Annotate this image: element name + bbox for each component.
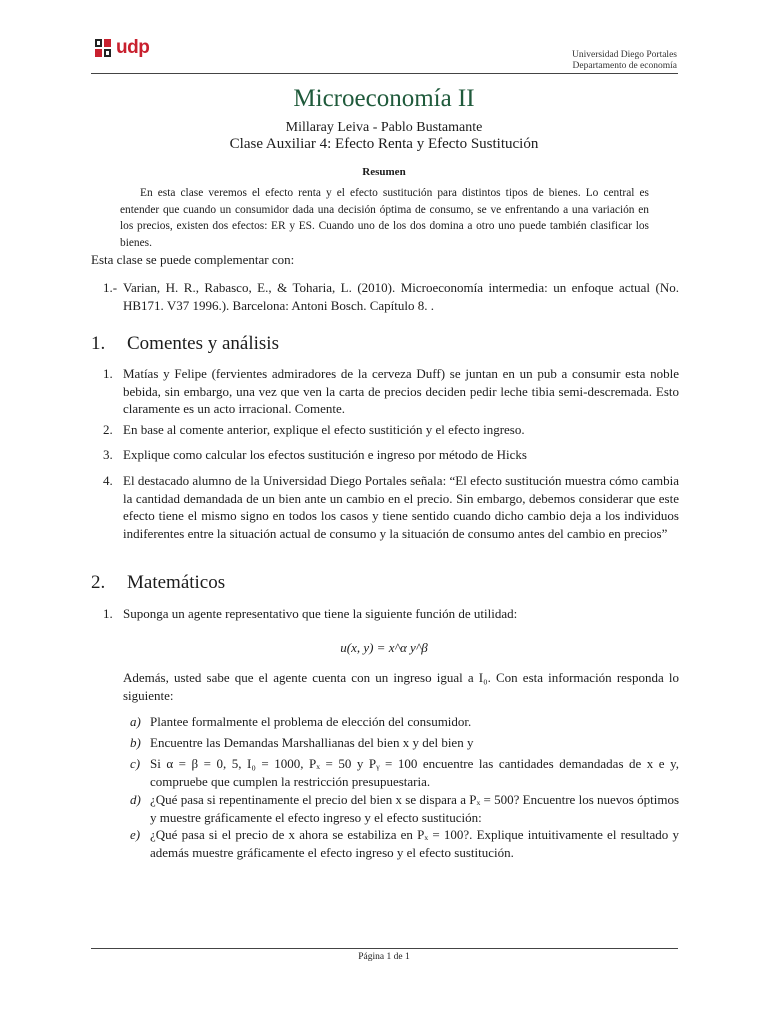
- sub-item-label: e): [130, 827, 141, 842]
- utility-formula: u(x, y) = x^α y^β: [340, 640, 428, 655]
- abstract-heading: Resumen: [362, 166, 406, 178]
- sub-item-label: a): [130, 714, 141, 729]
- item-text: El destacado alumno de la Universidad Diego Portales señala: “El efecto sustitución muestra cómo cambia la cantidad demandada de un bien ante un cambio en el precio. Sin embargo, debemos considerar que este efecto tiene el mismo signo en todos los casos y tiene sentido cuando dicho cambio deja a los individuos indiferentes entre la situación actual de consumo y la situación de consumo antes del cambio en precios”: [123, 473, 679, 541]
- section-number: 2.: [91, 572, 106, 593]
- university-logo: [94, 38, 149, 58]
- department-name: Departamento de economía: [572, 61, 677, 71]
- sub-item-text: Encuentre las Demandas Marshallianas del bien x y del bien y: [150, 735, 474, 750]
- item-number: 2.: [103, 422, 113, 437]
- document-subtitle: Clase Auxiliar 4: Efecto Renta y Efecto Sustitución: [229, 136, 539, 152]
- reference-item: [103, 279, 679, 314]
- sub-item-label: d): [130, 792, 141, 807]
- header-divider: [91, 73, 678, 74]
- page-number: Página 1 de 1: [358, 952, 410, 962]
- income-text: Además, usted sabe que el agente cuenta con un ingreso igual a I₀. Con esta información responda lo siguiente:: [123, 670, 679, 703]
- item-number: 3.: [103, 447, 113, 462]
- sub-item: [130, 826, 679, 861]
- sub-item-text: ¿Qué pasa si el precio de x ahora se estabiliza en Pₓ = 100?. Explique intuitivamente el resultado y además muestre gráficamente el efecto ingreso y el efecto sustitución.: [150, 827, 679, 860]
- list-item: [103, 446, 679, 464]
- list-item: [103, 421, 679, 439]
- sub-item-label: c): [130, 756, 141, 771]
- item-text: En base al comente anterior, explique el efecto sustitición y el efecto ingreso.: [123, 422, 525, 437]
- sub-item: [130, 713, 679, 731]
- footer-divider: [91, 948, 678, 949]
- sub-item-text: Si α = β = 0, 5, I₀ = 1000, Pₓ = 50 y Pᵧ = 100 encuentre las cantidades demandadas de x e y, compruebe que cumplen la restricción presupuestaria.: [150, 756, 679, 789]
- section-heading-2: [91, 572, 225, 594]
- item-number: 1.: [103, 606, 113, 621]
- item-text: Explique como calcular los efectos sustitución e ingreso por método de Hicks: [123, 447, 527, 462]
- sub-item-label: b): [130, 735, 141, 750]
- sub-item-text: ¿Qué pasa si repentinamente el precio del bien x se dispara a Pₓ = 500? Encuentre los nuevos óptimos y muestre gráficamente el efecto ingreso y el efecto sustitución:: [150, 792, 679, 825]
- list-item: [103, 605, 679, 623]
- reference-number: 1.-: [103, 280, 118, 295]
- institution-header: [572, 50, 677, 72]
- udp-crest-icon: [94, 38, 112, 58]
- sub-item-text: Plantee formalmente el problema de elección del consumidor.: [150, 714, 472, 729]
- item-text: Suponga un agente representativo que tiene la siguiente función de utilidad:: [123, 606, 518, 621]
- section-title: Matemáticos: [127, 572, 226, 593]
- section-number: 1.: [91, 333, 106, 354]
- institution-name: Universidad Diego Portales: [571, 50, 677, 60]
- logo-text: udp: [116, 37, 150, 58]
- item-number: 1.: [103, 366, 113, 381]
- list-item: [103, 472, 679, 542]
- authors: Millaray Leiva - Pablo Bustamante: [285, 120, 483, 135]
- sub-item: [130, 755, 679, 790]
- reference-text: Varian, H. R., Rabasco, E., & Toharia, L. (2010). Microeconomía intermedia: un enfoque actual (No. HB171. V37 1996.). Barcelona: Antoni Bosch. Capítulo 8. .: [123, 280, 679, 313]
- section-title: Comentes y análisis: [127, 333, 279, 354]
- sub-item: [130, 791, 679, 826]
- sub-item: [130, 734, 679, 752]
- item-text: Matías y Felipe (fervientes admiradores de la cerveza Duff) se juntan en un pub a consumir esta noble bebida, sin embargo, una vez que ven la carta de precios deciden pedir leche tibia semi-descremada. Esto claramente es un acto irracional. Comente.: [123, 366, 679, 416]
- document-title: Microeconomía II: [293, 85, 475, 112]
- list-item: [103, 365, 679, 418]
- complement-text: Esta clase se puede complementar con:: [91, 252, 295, 267]
- item-number: 4.: [103, 473, 113, 488]
- paragraph: [103, 669, 679, 704]
- section-heading-1: [91, 333, 279, 355]
- abstract-text: En esta clase veremos el efecto renta y el efecto sustitución para distintos tipos de bienes. Lo central es entender que cuando un consumidor dada una decisión óptima de consumo, se ve enfrentando a una variación en los precios, existen dos efectos: ER y ES. Cuando uno de los dos domina a otro uno puede también clasificar los bienes.: [120, 187, 649, 249]
